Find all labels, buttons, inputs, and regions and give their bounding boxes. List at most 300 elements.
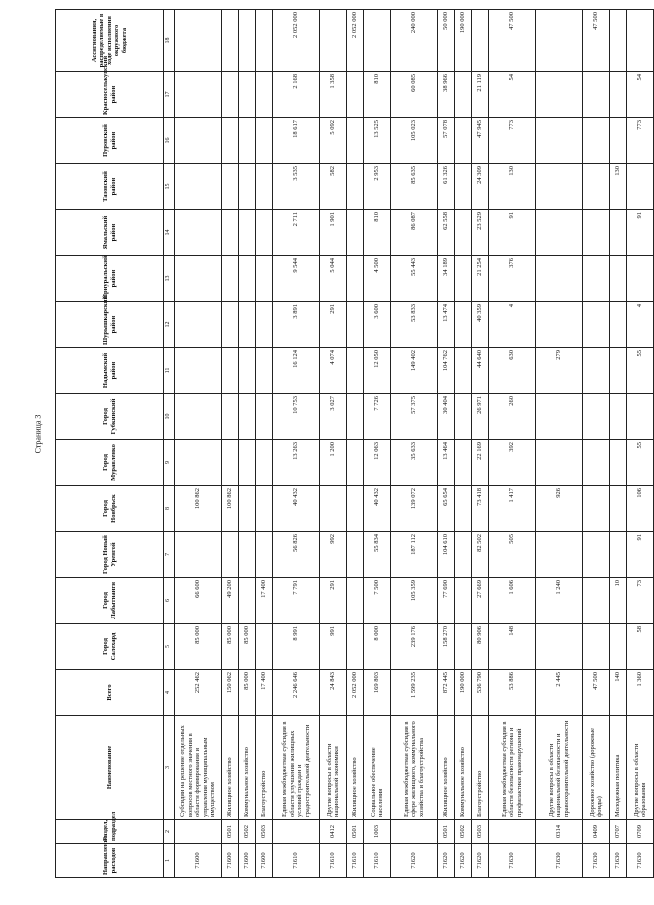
cell-value [175,72,222,118]
cell-value [536,72,583,118]
table-row [364,10,391,878]
header-col: Пуровский район [56,118,164,164]
cell-value: 47 500 [489,10,536,72]
column-number: 9 [164,440,175,486]
cell-section: 0707 [610,820,627,844]
cell-value: 10 753 [273,394,320,440]
cell-total: 53 886 [489,670,536,716]
header-total: Всего [56,670,164,716]
cell-value: 376 [489,256,536,302]
cell-direction: 71600 [222,844,239,878]
header-name: Наименование [56,716,164,820]
cell-name: Единая межбюджетная субсидия в области безопасности региона и профилактики правонарушений [489,716,536,820]
cell-value [347,578,364,624]
table-row [472,10,489,878]
cell-section: 0502 [455,820,472,844]
cell-value [455,302,472,348]
cell-value [583,486,610,532]
cell-name: Жилищное хозяйство [438,716,455,820]
cell-value: 991 [320,624,347,670]
cell-value: 630 [489,348,536,394]
cell-value [222,256,239,302]
cell-name: Коммунальное хозяйство [455,716,472,820]
cell-direction: 71610 [364,844,391,878]
cell-value [175,256,222,302]
cell-value [347,210,364,256]
cell-direction: 71620 [438,844,455,878]
cell-value: 4 [627,302,654,348]
cell-value: 65 654 [438,486,455,532]
cell-value: 2 168 [273,72,320,118]
cell-value [347,486,364,532]
cell-direction: 71600 [256,844,273,878]
cell-value [239,302,256,348]
cell-value [347,532,364,578]
cell-value [536,10,583,72]
table-row [273,10,320,878]
page-number-label: Страница 3 [33,414,43,454]
cell-value [239,256,256,302]
cell-section: 0501 [222,820,239,844]
cell-value: 13 474 [438,302,455,348]
cell-value [239,578,256,624]
cell-value [239,394,256,440]
cell-value [256,348,273,394]
table-row [320,10,347,878]
table-row [489,10,536,878]
cell-value: 992 [320,532,347,578]
cell-total: 85 000 [239,670,256,716]
cell-value: 773 [627,118,654,164]
cell-value [222,164,239,210]
cell-value [239,486,256,532]
cell-value: 260 [489,394,536,440]
header-direction: Направление расходов [56,844,164,878]
cell-value [239,348,256,394]
cell-value: 12 050 [364,348,391,394]
cell-value [610,394,627,440]
cell-value [455,210,472,256]
cell-value [455,348,472,394]
cell-direction: 71620 [391,844,438,878]
cell-value [583,72,610,118]
cell-value: 5 092 [320,118,347,164]
cell-value [175,302,222,348]
cell-value [610,10,627,72]
cell-name: Социальное обеспечение населения [364,716,391,820]
cell-direction: 71630 [489,844,536,878]
cell-value: 57 078 [438,118,455,164]
cell-value [239,118,256,164]
cell-value: 26 971 [472,394,489,440]
column-number: 2 [164,820,175,844]
cell-total: 1 599 235 [391,670,438,716]
cell-section [391,820,438,844]
cell-name: Субсидии на решение отдельных вопросов местного значения в области формирования и управления муниципальным имуществом [175,716,222,820]
cell-value: 35 633 [391,440,438,486]
cell-value: 104 762 [438,348,455,394]
cell-value: 22 169 [472,440,489,486]
cell-value [256,486,273,532]
cell-total: 150 062 [222,670,239,716]
cell-name: Другие вопросы в области национальной безопасности и правоохранительной деятельности [536,716,583,820]
cell-value: 291 [320,578,347,624]
cell-value [610,118,627,164]
cell-value [455,394,472,440]
cell-value: 54 [627,72,654,118]
cell-value [583,256,610,302]
cell-value: 85 635 [391,164,438,210]
cell-value: 53 833 [391,302,438,348]
cell-total: 252 462 [175,670,222,716]
cell-value: 91 [627,210,654,256]
cell-value: 105 359 [391,578,438,624]
cell-value [455,532,472,578]
budget-table [55,9,654,878]
cell-value [610,624,627,670]
header-row [56,10,164,878]
cell-value [256,210,273,256]
cell-value: 926 [536,486,583,532]
cell-value [536,532,583,578]
cell-value: 2 052 000 [347,10,364,72]
cell-value: 13 263 [273,440,320,486]
cell-value [222,210,239,256]
cell-direction: 71620 [455,844,472,878]
cell-value: 2 052 000 [273,10,320,72]
cell-value [347,118,364,164]
cell-value [583,302,610,348]
cell-value: 9 544 [273,256,320,302]
column-number: 18 [164,10,175,72]
cell-value: 73 418 [472,486,489,532]
cell-value [455,486,472,532]
cell-value: 810 [364,72,391,118]
cell-value [222,10,239,72]
cell-value: 27 669 [472,578,489,624]
column-number: 11 [164,348,175,394]
cell-value [256,164,273,210]
header-col: Тазовский район [56,164,164,210]
cell-value: 80 906 [472,624,489,670]
cell-value [320,486,347,532]
cell-value [175,10,222,72]
cell-total: 2 052 000 [347,670,364,716]
cell-value [610,72,627,118]
cell-value [583,578,610,624]
cell-value: 4 074 [320,348,347,394]
cell-value: 3 891 [273,302,320,348]
cell-total: 1 360 [627,670,654,716]
cell-value: 190 000 [455,10,472,72]
table-row [438,10,455,878]
cell-value [536,164,583,210]
table-row [222,10,239,878]
cell-value: 13 464 [438,440,455,486]
cell-value: 85 000 [222,624,239,670]
cell-value: 85 000 [175,624,222,670]
cell-name: Молодежная политика [610,716,627,820]
cell-value: 582 [320,164,347,210]
cell-value [239,210,256,256]
cell-value: 50 000 [438,10,455,72]
table-row [610,10,627,878]
cell-value: 21 119 [472,72,489,118]
cell-value [536,210,583,256]
table-row [347,10,364,878]
column-number: 6 [164,578,175,624]
cell-value: 100 862 [222,486,239,532]
column-number: 8 [164,486,175,532]
cell-direction: 71610 [273,844,320,878]
cell-value: 66 600 [175,578,222,624]
cell-value [364,10,391,72]
header-col: Надымский район [56,348,164,394]
header-col: Красноселькупский район [56,72,164,118]
cell-value: 392 [489,440,536,486]
cell-value [239,164,256,210]
cell-value: 40 359 [472,302,489,348]
cell-value [175,164,222,210]
cell-value [536,302,583,348]
cell-value: 61 326 [438,164,455,210]
cell-value: 47 945 [472,118,489,164]
cell-value: 55 834 [364,532,391,578]
header-col: Город Муравленко [56,440,164,486]
cell-total: 2 445 [536,670,583,716]
cell-total: 47 500 [583,670,610,716]
cell-value [455,118,472,164]
cell-name: Дорожное хозяйство (дорожные фонды) [583,716,610,820]
cell-value: 47 500 [583,10,610,72]
cell-total: 24 843 [320,670,347,716]
cell-value [583,118,610,164]
cell-value [175,348,222,394]
cell-direction: 71630 [627,844,654,878]
cell-value [175,440,222,486]
cell-value [256,72,273,118]
column-number: 15 [164,164,175,210]
cell-total: 17 400 [256,670,273,716]
table-row [175,10,222,878]
cell-value [583,440,610,486]
cell-value [222,302,239,348]
cell-value [610,532,627,578]
cell-value [222,532,239,578]
cell-value [175,210,222,256]
cell-value: 106 [627,486,654,532]
column-number: 16 [164,118,175,164]
cell-name: Единая межбюджетная субсидия в области улучшения жилищных условий граждан и градостроительной деятельности [273,716,320,820]
cell-value [239,72,256,118]
cell-value [455,72,472,118]
cell-direction: 71600 [175,844,222,878]
cell-value: 1 240 [536,578,583,624]
cell-value [536,440,583,486]
cell-value: 82 502 [472,532,489,578]
cell-value: 3 600 [364,302,391,348]
cell-value: 30 404 [438,394,455,440]
cell-value [175,118,222,164]
cell-value [347,302,364,348]
cell-value [455,256,472,302]
cell-direction: 71630 [536,844,583,878]
cell-total: 536 790 [472,670,489,716]
cell-value: 40 432 [273,486,320,532]
header-col: Город Салехард [56,624,164,670]
table-row [239,10,256,878]
cell-value [175,532,222,578]
cell-value [583,348,610,394]
cell-value [627,10,654,72]
cell-section: 0503 [256,820,273,844]
cell-value [347,624,364,670]
cell-value [583,210,610,256]
cell-value: 130 [489,164,536,210]
cell-value: 7 791 [273,578,320,624]
column-number-row [164,10,175,878]
cell-value: 130 [610,164,627,210]
cell-section [489,820,536,844]
cell-value [239,10,256,72]
cell-value: 77 690 [438,578,455,624]
cell-value: 58 [627,624,654,670]
cell-value: 1 200 [320,440,347,486]
cell-direction: 71610 [320,844,347,878]
cell-value: 62 558 [438,210,455,256]
cell-value [610,302,627,348]
header-col: Ассигнования, распределяемые в ходе исполнения окружного бюджета [56,10,164,72]
cell-value: 10 [610,578,627,624]
cell-value: 24 309 [472,164,489,210]
cell-name: Другие вопросы в области образования [627,716,654,820]
cell-value: 55 [627,348,654,394]
cell-value: 1 417 [489,486,536,532]
cell-section: 0314 [536,820,583,844]
cell-value: 1 901 [320,210,347,256]
cell-value [536,256,583,302]
cell-value [627,164,654,210]
cell-value: 13 525 [364,118,391,164]
cell-value: 3 027 [320,394,347,440]
cell-value: 38 966 [438,72,455,118]
cell-value: 73 [627,578,654,624]
cell-value: 2 953 [364,164,391,210]
cell-value: 54 [489,72,536,118]
cell-value [222,118,239,164]
cell-value: 279 [536,348,583,394]
cell-value: 12 063 [364,440,391,486]
cell-value: 55 [627,440,654,486]
cell-section: 0501 [438,820,455,844]
cell-section: 0501 [347,820,364,844]
table-row [391,10,438,878]
cell-value: 1 358 [320,72,347,118]
cell-value: 148 [489,624,536,670]
header-col: Шурышкарский район [56,302,164,348]
cell-section: 0709 [627,820,654,844]
cell-value [583,624,610,670]
cell-value: 104 610 [438,532,455,578]
cell-value [610,256,627,302]
cell-value [256,532,273,578]
header-col: Приуральский район [56,256,164,302]
cell-value [627,256,654,302]
cell-value [583,532,610,578]
cell-value [320,10,347,72]
cell-value [472,10,489,72]
cell-value: 4 [489,302,536,348]
cell-value: 3 535 [273,164,320,210]
table-row [536,10,583,878]
column-number: 7 [164,532,175,578]
cell-value [256,624,273,670]
cell-value: 4 500 [364,256,391,302]
cell-value: 810 [364,210,391,256]
cell-value [610,210,627,256]
column-number: 14 [164,210,175,256]
column-number: 10 [164,394,175,440]
cell-value: 291 [320,302,347,348]
cell-value: 239 176 [391,624,438,670]
cell-value: 86 087 [391,210,438,256]
header-section: Раздел, подраздел [56,820,164,844]
cell-value [222,348,239,394]
cell-value: 773 [489,118,536,164]
cell-section: 0502 [239,820,256,844]
cell-value [583,394,610,440]
cell-section: 0503 [472,820,489,844]
cell-value [256,118,273,164]
cell-value [256,302,273,348]
cell-value: 34 189 [438,256,455,302]
cell-value: 8 000 [364,624,391,670]
cell-name: Жилищное хозяйство [347,716,364,820]
cell-value: 40 432 [364,486,391,532]
cell-value [610,348,627,394]
cell-value: 85 000 [239,624,256,670]
header-col: Город Лабытнанги [56,578,164,624]
cell-value: 139 072 [391,486,438,532]
cell-value: 16 124 [273,348,320,394]
cell-value [536,624,583,670]
cell-value: 57 375 [391,394,438,440]
table-row [583,10,610,878]
cell-value: 105 023 [391,118,438,164]
cell-section [273,820,320,844]
cell-direction: 71620 [472,844,489,878]
cell-direction: 71600 [239,844,256,878]
cell-value [256,440,273,486]
cell-value [175,394,222,440]
cell-value [347,394,364,440]
cell-value: 55 443 [391,256,438,302]
cell-value [347,164,364,210]
cell-section [175,820,222,844]
cell-total: 190 000 [455,670,472,716]
cell-value: 7 500 [364,578,391,624]
cell-direction: 71630 [610,844,627,878]
header-col: Город Губкинский [56,394,164,440]
column-number: 4 [164,670,175,716]
cell-value [347,348,364,394]
cell-value [455,624,472,670]
rotated-budget-table-container [55,12,647,878]
column-number: 13 [164,256,175,302]
cell-value [536,394,583,440]
column-number: 17 [164,72,175,118]
cell-value: 5 044 [320,256,347,302]
